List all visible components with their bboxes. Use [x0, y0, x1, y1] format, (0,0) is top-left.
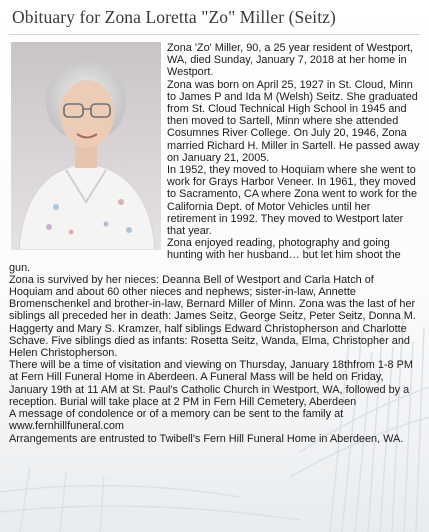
paragraph-survivors: Zona is survived by her nieces: Deanna Bell of Westport and Carla Hatch of Hoquiam and about 60 other nieces and nephews; sister-in-law, Annette Bromenschenkel and brother-in-law, Bernard Miller of Minn. Zona was the last of her siblings all preceded her in death: James Seitz, George Seitz, Peter Seitz, Donna M. Haggerty and Mary S. Kramzer, half siblings Edward Christopherson and Charlotte Schave. Five siblings died as infants: Rosetta Seitz, Wanda, Elma, Christopher and Helen Christopherson. — [9, 273, 416, 360]
paragraph-services: There will be a time of visitation and viewing on Thursday, January 18thfrom 1-8 PM at Fern Hill Funeral Home in Aberdeen. A Funeral Mass will be held on Friday, January 19th at 11 AM at St. Paul's Catholic Church in Westport, WA, followed by a reception. Burial will take place at 2 PM in Fern Hill Cemetery, Aberdeen — [9, 359, 413, 408]
page-title: Obituary for Zona Loretta "Zo" Miller (Seitz) — [12, 7, 336, 27]
portrait-photo — [11, 42, 161, 250]
paragraph-condolences: A message of condolence or of a memory can be sent to the family at www.fernhillfuneral.com — [9, 408, 344, 433]
paragraph-death-notice: Zona 'Zo' Miller, 90, a 25 year resident of Westport, WA, died Sunday, January 7, 2018 at her home in Westport. — [167, 42, 414, 79]
paragraph-hobbies: Zona enjoyed reading, photography and going hunting with her husband… but let him shoot the gun. — [9, 237, 401, 274]
paragraph-arrangements: Arrangements are entrusted to Twibell's Fern Hill Funeral Home in Aberdeen, WA. — [9, 432, 404, 445]
paragraph-career: In 1952, they moved to Hoquiam where she went to work for Grays Harbor Veneer. In 1961, they moved to Sacramento, CA where Zona went to work for the California Dept. of Motor Vehicles until her retirement in 1992. They moved to Westport later that year. — [167, 164, 418, 238]
paragraph-early-life: Zona was born on April 25, 1927 in St. Cloud, Minn to James P and Ida M (Welsh) Seitz. She graduated from St. Cloud Technical High School in 1945 and then moved to Sartell, Minn where she attended Cosumnes River College. On July 20, 1946, Zona married Richard H. Miller in Sartell. He passed away on January 21, 2005. — [167, 78, 420, 164]
